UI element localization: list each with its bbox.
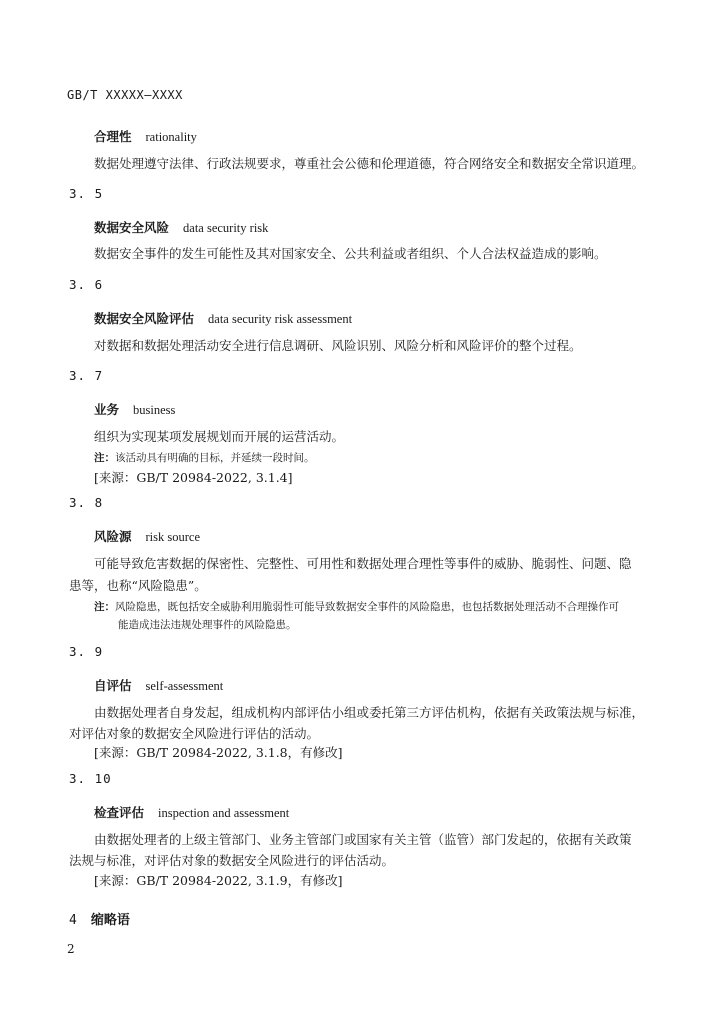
source-reference: [来源：GB/T 20984-2022, 3.1.4] [94, 470, 293, 485]
term-data-security-risk [94, 218, 268, 236]
note-label: 注： [94, 452, 115, 464]
definition-line-1: 由数据处理者的上级主管部门、业务主管部门或国家有关主管（监管）部门发起的，依据有关政策 [94, 832, 632, 847]
definition: 数据安全事件的发生可能性及其对国家安全、公共利益或者组织、个人合法权益造成的影响。 [94, 246, 607, 261]
term-en: rationality [145, 130, 197, 144]
note-label: 注： [94, 601, 115, 613]
term-en: inspection and assessment [158, 806, 290, 820]
definition: 对数据和数据处理活动安全进行信息调研、风险识别、风险分析和风险评价的整个过程。 [94, 338, 582, 353]
term-zh: 业务 [94, 402, 120, 417]
note-text-line-1: 风险隐患，既包括安全威胁利用脆弱性可能导致数据安全事件的风险隐患，也包括数据处理活动不合理操作可 [115, 601, 619, 613]
source-reference: [来源：GB/T 20984-2022, 3.1.8，有修改] [94, 745, 343, 760]
definition-line-2: 对评估对象的数据安全风险进行评估的活动。 [69, 726, 320, 741]
definition: 数据处理遵守法律、行政法规要求，尊重社会公德和伦理道德，符合网络安全和数据安全常识道理。 [94, 156, 645, 171]
term-risk-assessment [94, 309, 352, 327]
term-en: data security risk [183, 221, 269, 235]
clause-number: 3. 9 [69, 644, 104, 659]
clause-number: 3. 6 [69, 277, 104, 292]
clause-number: 3. 5 [69, 186, 104, 201]
term-business [94, 400, 175, 418]
term-en: self-assessment [145, 679, 224, 693]
clause-number: 3. 8 [69, 495, 104, 510]
clause-number: 3. 7 [69, 368, 104, 383]
term-rationality [94, 127, 197, 145]
term-en: business [133, 403, 176, 417]
term-zh: 合理性 [94, 129, 132, 144]
term-zh: 检查评估 [94, 805, 145, 820]
note-text-line-2: 能造成违法违规处理事件的风险隐患。 [118, 619, 297, 631]
note-text: 该活动具有明确的目标，并延续一段时间。 [115, 452, 315, 464]
term-en: data security risk assessment [208, 312, 353, 326]
standard-header: GB/T XXXXX—XXXX [67, 88, 183, 102]
definition: 组织为实现某项发展规划而开展的运营活动。 [94, 429, 345, 444]
term-zh: 风险源 [94, 529, 132, 544]
definition-line-1: 可能导致危害数据的保密性、完整性、可用性和数据处理合理性等事件的威胁、脆弱性、问题、隐 [94, 556, 632, 571]
chapter-title: 缩略语 [90, 913, 130, 928]
source-reference: [来源：GB/T 20984-2022, 3.1.9，有修改] [94, 873, 343, 888]
definition-line-2: 患等，也称“风险隐患”。 [69, 578, 207, 593]
term-en: risk source [145, 530, 201, 544]
clause-number: 3. 10 [69, 771, 112, 786]
term-zh: 数据安全风险评估 [94, 311, 195, 326]
term-zh: 自评估 [94, 678, 132, 693]
page-number: 2 [67, 942, 75, 956]
note [94, 599, 619, 614]
term-self-assessment [94, 676, 223, 694]
chapter-heading [69, 909, 130, 928]
definition-line-2: 法规与标准，对评估对象的数据安全风险进行的评估活动。 [69, 853, 395, 868]
chapter-number: 4 [69, 913, 77, 928]
definition-line-1: 由数据处理者自身发起，组成机构内部评估小组或委托第三方评估机构，依据有关政策法规与标准， [94, 705, 645, 720]
term-inspection-assessment [94, 803, 289, 821]
term-risk-source [94, 527, 200, 545]
note [94, 450, 315, 465]
term-zh: 数据安全风险 [94, 220, 170, 235]
